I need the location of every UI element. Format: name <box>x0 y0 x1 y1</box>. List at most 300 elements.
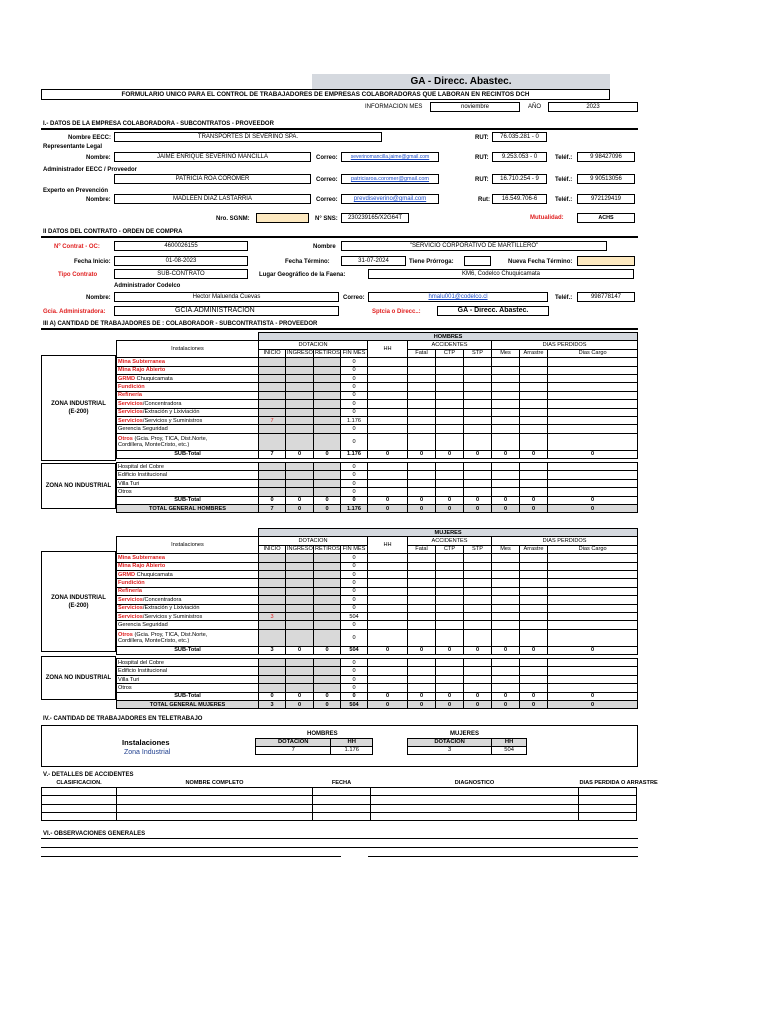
h-zi-fatal[interactable] <box>408 391 436 399</box>
h-zni-inicio[interactable] <box>259 479 286 487</box>
m-zni-ctp[interactable] <box>436 684 464 692</box>
m-otros-ctp[interactable] <box>436 629 464 646</box>
h-zni-retiros[interactable] <box>314 488 341 496</box>
nombre-eecc-field[interactable]: TRANSPORTES DI SEVERINO SPA. <box>114 132 382 142</box>
h-zi-retiros[interactable] <box>314 408 341 416</box>
h-zi-stp[interactable] <box>464 374 492 382</box>
h-zi-dias-cargo[interactable] <box>548 358 638 366</box>
acc-row4-c5[interactable] <box>579 813 637 821</box>
m-zni-arrastre[interactable] <box>520 667 548 675</box>
m-zi-ingreso[interactable] <box>286 612 314 620</box>
h-zni-inicio[interactable] <box>259 488 286 496</box>
m-zni-ingreso[interactable] <box>286 684 314 692</box>
h-zi-fatal[interactable] <box>408 366 436 374</box>
acc-row1-c5[interactable] <box>579 787 637 795</box>
m-zi-mes[interactable] <box>492 621 520 629</box>
m-otros-ingreso[interactable] <box>286 629 314 646</box>
h-zi-stp[interactable] <box>464 391 492 399</box>
h-zi-fatal[interactable] <box>408 358 436 366</box>
h-zi-dias-cargo[interactable] <box>548 391 638 399</box>
m-zi-dias-cargo[interactable] <box>548 587 638 595</box>
m-zi-dias-cargo[interactable] <box>548 612 638 620</box>
admin-rut-field[interactable]: 16.710.254 - 9 <box>492 174 547 184</box>
contrato-nombre-field[interactable]: "SERVICIO CORPORATIVO DE MARTILLERO" <box>341 241 607 251</box>
m-zi-inicio[interactable] <box>259 554 286 562</box>
m-zni-hh[interactable] <box>368 684 408 692</box>
h-zi-mes[interactable] <box>492 383 520 391</box>
h-zni-hh[interactable] <box>368 463 408 471</box>
h-zi-dias-cargo[interactable] <box>548 408 638 416</box>
m-zi-arrastre[interactable] <box>520 596 548 604</box>
h-zi-ctp[interactable] <box>436 416 464 424</box>
tele-h-dotacion[interactable]: 7 <box>256 747 331 755</box>
h-zni-mes[interactable] <box>492 488 520 496</box>
acc-row3-c1[interactable] <box>42 804 117 812</box>
h-zi-fatal[interactable] <box>408 400 436 408</box>
h-zi-dias-cargo[interactable] <box>548 374 638 382</box>
h-zi-hh[interactable] <box>368 400 408 408</box>
m-zi-retiros[interactable] <box>314 596 341 604</box>
m-zi-hh[interactable] <box>368 587 408 595</box>
h-zni-arrastre[interactable] <box>520 463 548 471</box>
h-otros-arrastre[interactable] <box>520 433 548 450</box>
info-anio-field[interactable]: 2023 <box>548 102 638 112</box>
m-zi-retiros[interactable] <box>314 587 341 595</box>
h-zni-stp[interactable] <box>464 463 492 471</box>
h-zi-mes[interactable] <box>492 416 520 424</box>
h-zi-ingreso[interactable] <box>286 408 314 416</box>
h-zi-inicio[interactable] <box>259 408 286 416</box>
h-zi-hh[interactable] <box>368 408 408 416</box>
m-zni-ctp[interactable] <box>436 659 464 667</box>
info-mes-field[interactable]: noviembre <box>430 102 520 112</box>
m-zi-stp[interactable] <box>464 587 492 595</box>
h-zi-ctp[interactable] <box>436 383 464 391</box>
m-zi-stp[interactable] <box>464 579 492 587</box>
m-zi-arrastre[interactable] <box>520 562 548 570</box>
nueva-fecha-field[interactable] <box>577 256 635 266</box>
m-zi-inicio[interactable] <box>259 604 286 612</box>
h-zi-inicio[interactable]: 7 <box>259 416 286 424</box>
h-zni-hh[interactable] <box>368 488 408 496</box>
m-zni-mes[interactable] <box>492 684 520 692</box>
h-zi-inicio[interactable] <box>259 425 286 433</box>
m-zni-ctp[interactable] <box>436 675 464 683</box>
h-zni-hh[interactable] <box>368 479 408 487</box>
acc-row2-c5[interactable] <box>579 796 637 804</box>
sptcia-field[interactable]: GA - Direcc. Abastec. <box>437 306 549 316</box>
m-zi-ctp[interactable] <box>436 604 464 612</box>
h-zi-arrastre[interactable] <box>520 408 548 416</box>
h-zi-ctp[interactable] <box>436 408 464 416</box>
h-zi-arrastre[interactable] <box>520 416 548 424</box>
admin-codelco-telef-field[interactable]: 998778147 <box>577 292 635 302</box>
m-zi-ingreso[interactable] <box>286 587 314 595</box>
acc-row4-c4[interactable] <box>371 813 579 821</box>
m-zni-inicio[interactable] <box>259 684 286 692</box>
h-zni-fatal[interactable] <box>408 463 436 471</box>
m-zi-dias-cargo[interactable] <box>548 604 638 612</box>
acc-row4-c2[interactable] <box>117 813 313 821</box>
h-otros-ingreso[interactable] <box>286 433 314 450</box>
h-zi-ctp[interactable] <box>436 366 464 374</box>
h-zni-dias-cargo[interactable] <box>548 479 638 487</box>
h-zni-hh[interactable] <box>368 471 408 479</box>
sns-field[interactable]: 230239165/X2G64T <box>341 213 409 223</box>
h-zi-hh[interactable] <box>368 358 408 366</box>
experto-nombre-field[interactable]: MADLEEN DIAZ LASTARRIA <box>114 194 311 204</box>
m-zi-inicio[interactable] <box>259 596 286 604</box>
h-zni-stp[interactable] <box>464 488 492 496</box>
h-zi-arrastre[interactable] <box>520 366 548 374</box>
tele-h-hh[interactable]: 1.176 <box>331 747 373 755</box>
h-zni-dias-cargo[interactable] <box>548 463 638 471</box>
m-zni-mes[interactable] <box>492 659 520 667</box>
h-zi-hh[interactable] <box>368 383 408 391</box>
h-zi-ingreso[interactable] <box>286 391 314 399</box>
h-zni-ctp[interactable] <box>436 479 464 487</box>
h-zi-stp[interactable] <box>464 358 492 366</box>
m-zi-fatal[interactable] <box>408 562 436 570</box>
tele-m-hh[interactable]: 504 <box>492 747 527 755</box>
rep-telef-field[interactable]: 9 98427096 <box>577 152 635 162</box>
fecha-inicio-field[interactable]: 01-08-2023 <box>114 256 248 266</box>
acc-row4-c1[interactable] <box>42 813 117 821</box>
h-zi-ingreso[interactable] <box>286 425 314 433</box>
m-zi-arrastre[interactable] <box>520 570 548 578</box>
h-zi-mes[interactable] <box>492 391 520 399</box>
acc-row3-c4[interactable] <box>371 804 579 812</box>
h-zni-retiros[interactable] <box>314 479 341 487</box>
m-otros-fatal[interactable] <box>408 629 436 646</box>
experto-correo-link[interactable]: prevdiseverino@gmail.com <box>353 196 427 202</box>
admin-correo-link[interactable]: patriciaroa.coromer@gmail.com <box>350 176 430 182</box>
m-zi-ctp[interactable] <box>436 579 464 587</box>
m-zni-fatal[interactable] <box>408 667 436 675</box>
m-zi-fatal[interactable] <box>408 570 436 578</box>
m-zni-fatal[interactable] <box>408 684 436 692</box>
m-zni-inicio[interactable] <box>259 659 286 667</box>
m-zi-ctp[interactable] <box>436 596 464 604</box>
m-zi-hh[interactable] <box>368 604 408 612</box>
h-zi-inicio[interactable] <box>259 374 286 382</box>
m-zni-stp[interactable] <box>464 675 492 683</box>
admin-correo-field[interactable] <box>341 174 439 184</box>
h-zi-stp[interactable] <box>464 366 492 374</box>
m-zi-retiros[interactable] <box>314 562 341 570</box>
h-zi-hh[interactable] <box>368 374 408 382</box>
h-zni-ingreso[interactable] <box>286 463 314 471</box>
m-zni-dias-cargo[interactable] <box>548 684 638 692</box>
m-otros-stp[interactable] <box>464 629 492 646</box>
m-otros-inicio[interactable] <box>259 629 286 646</box>
h-zni-ingreso[interactable] <box>286 471 314 479</box>
h-zi-hh[interactable] <box>368 425 408 433</box>
m-zi-dias-cargo[interactable] <box>548 554 638 562</box>
h-zi-hh[interactable] <box>368 391 408 399</box>
m-zi-mes[interactable] <box>492 612 520 620</box>
m-zi-arrastre[interactable] <box>520 604 548 612</box>
m-zi-stp[interactable] <box>464 554 492 562</box>
m-zi-ctp[interactable] <box>436 554 464 562</box>
m-zi-arrastre[interactable] <box>520 612 548 620</box>
rep-nombre-field[interactable]: JAIME ENRIQUE SEVERINO MANCILLA <box>114 152 311 162</box>
h-zi-arrastre[interactable] <box>520 391 548 399</box>
acc-row1-c4[interactable] <box>371 787 579 795</box>
m-zni-hh[interactable] <box>368 659 408 667</box>
m-zni-retiros[interactable] <box>314 684 341 692</box>
m-zi-stp[interactable] <box>464 604 492 612</box>
h-zi-fatal[interactable] <box>408 416 436 424</box>
m-zi-mes[interactable] <box>492 562 520 570</box>
admin-codelco-field[interactable]: Hector Maluenda Cuevas <box>114 292 339 302</box>
m-zi-dias-cargo[interactable] <box>548 596 638 604</box>
m-zi-inicio[interactable] <box>259 570 286 578</box>
m-zi-arrastre[interactable] <box>520 621 548 629</box>
m-zi-fatal[interactable] <box>408 554 436 562</box>
experto-correo-field[interactable] <box>341 194 439 204</box>
h-zi-arrastre[interactable] <box>520 425 548 433</box>
h-zi-mes[interactable] <box>492 400 520 408</box>
rep-correo-link[interactable]: severinomancilla.jaime@gmail.com <box>350 154 430 160</box>
h-zni-arrastre[interactable] <box>520 479 548 487</box>
m-zi-ingreso[interactable] <box>286 621 314 629</box>
m-zi-inicio[interactable] <box>259 562 286 570</box>
h-zni-retiros[interactable] <box>314 463 341 471</box>
h-otros-fatal[interactable] <box>408 433 436 450</box>
m-zni-dias-cargo[interactable] <box>548 667 638 675</box>
h-zi-fatal[interactable] <box>408 383 436 391</box>
h-zni-retiros[interactable] <box>314 471 341 479</box>
m-zni-ingreso[interactable] <box>286 659 314 667</box>
h-zi-inicio[interactable] <box>259 400 286 408</box>
h-zi-mes[interactable] <box>492 374 520 382</box>
lugar-field[interactable]: KM6, Codelco Chuquicamata <box>368 269 634 279</box>
h-zi-arrastre[interactable] <box>520 383 548 391</box>
acc-row3-c5[interactable] <box>579 804 637 812</box>
h-zi-ingreso[interactable] <box>286 374 314 382</box>
m-zi-mes[interactable] <box>492 587 520 595</box>
m-zi-retiros[interactable] <box>314 604 341 612</box>
obs-line-2[interactable] <box>41 847 638 848</box>
m-zi-inicio[interactable] <box>259 587 286 595</box>
h-zi-fatal[interactable] <box>408 425 436 433</box>
h-zi-inicio[interactable] <box>259 358 286 366</box>
acc-row1-c3[interactable] <box>313 787 371 795</box>
h-zni-ctp[interactable] <box>436 488 464 496</box>
h-zni-fatal[interactable] <box>408 488 436 496</box>
m-zi-hh[interactable] <box>368 570 408 578</box>
rep-rut-field[interactable]: 9.253.053 - 0 <box>492 152 547 162</box>
m-zni-arrastre[interactable] <box>520 659 548 667</box>
m-zi-ingreso[interactable] <box>286 596 314 604</box>
h-zi-retiros[interactable] <box>314 366 341 374</box>
m-zni-inicio[interactable] <box>259 675 286 683</box>
m-zni-fatal[interactable] <box>408 659 436 667</box>
h-otros-ctp[interactable] <box>436 433 464 450</box>
h-zi-retiros[interactable] <box>314 391 341 399</box>
m-zi-fatal[interactable] <box>408 596 436 604</box>
m-zi-retiros[interactable] <box>314 621 341 629</box>
h-zi-hh[interactable] <box>368 416 408 424</box>
m-zi-ctp[interactable] <box>436 621 464 629</box>
fecha-termino-field[interactable]: 31-07-2024 <box>341 256 406 266</box>
m-zi-hh[interactable] <box>368 621 408 629</box>
acc-row1-c2[interactable] <box>117 787 313 795</box>
h-zi-retiros[interactable] <box>314 383 341 391</box>
h-zi-ctp[interactable] <box>436 400 464 408</box>
h-zni-dias-cargo[interactable] <box>548 471 638 479</box>
m-zi-fatal[interactable] <box>408 587 436 595</box>
obs-line-3a[interactable] <box>41 856 341 857</box>
h-zi-arrastre[interactable] <box>520 400 548 408</box>
m-zni-arrastre[interactable] <box>520 684 548 692</box>
m-zni-fatal[interactable] <box>408 675 436 683</box>
m-zi-retiros[interactable] <box>314 579 341 587</box>
admin-telef-field[interactable]: 9 90513056 <box>577 174 635 184</box>
m-zi-dias-cargo[interactable] <box>548 621 638 629</box>
h-zni-arrastre[interactable] <box>520 471 548 479</box>
m-zi-hh[interactable] <box>368 562 408 570</box>
m-zni-dias-cargo[interactable] <box>548 675 638 683</box>
m-zi-ingreso[interactable] <box>286 562 314 570</box>
h-otros-retiros[interactable] <box>314 433 341 450</box>
m-zi-mes[interactable] <box>492 570 520 578</box>
h-zi-mes[interactable] <box>492 358 520 366</box>
h-zi-stp[interactable] <box>464 425 492 433</box>
m-zi-dias-cargo[interactable] <box>548 562 638 570</box>
m-zi-ingreso[interactable] <box>286 579 314 587</box>
m-zni-mes[interactable] <box>492 675 520 683</box>
prorroga-field[interactable] <box>464 256 491 266</box>
h-zi-ctp[interactable] <box>436 425 464 433</box>
h-zni-stp[interactable] <box>464 479 492 487</box>
m-zi-dias-cargo[interactable] <box>548 579 638 587</box>
m-zi-retiros[interactable] <box>314 570 341 578</box>
acc-row3-c2[interactable] <box>117 804 313 812</box>
m-zi-mes[interactable] <box>492 579 520 587</box>
m-zi-hh[interactable] <box>368 612 408 620</box>
h-zi-retiros[interactable] <box>314 358 341 366</box>
m-otros-arrastre[interactable] <box>520 629 548 646</box>
m-otros-dias-cargo[interactable] <box>548 629 638 646</box>
m-zi-hh[interactable] <box>368 579 408 587</box>
h-zi-ingreso[interactable] <box>286 416 314 424</box>
m-zi-ctp[interactable] <box>436 587 464 595</box>
h-otros-mes[interactable] <box>492 433 520 450</box>
m-zni-hh[interactable] <box>368 675 408 683</box>
h-otros-hh[interactable] <box>368 433 408 450</box>
mutualidad-field[interactable]: ACHS <box>577 213 635 223</box>
m-zi-arrastre[interactable] <box>520 554 548 562</box>
m-zni-hh[interactable] <box>368 667 408 675</box>
m-zi-dias-cargo[interactable] <box>548 570 638 578</box>
m-zni-ingreso[interactable] <box>286 675 314 683</box>
admin-codelco-correo-link[interactable]: hmalu001@codelco.cl <box>428 294 488 300</box>
acc-row3-c3[interactable] <box>313 804 371 812</box>
h-zni-inicio[interactable] <box>259 471 286 479</box>
h-zni-fatal[interactable] <box>408 471 436 479</box>
h-zi-ctp[interactable] <box>436 391 464 399</box>
h-zni-mes[interactable] <box>492 463 520 471</box>
m-zni-stp[interactable] <box>464 667 492 675</box>
m-zi-inicio[interactable] <box>259 621 286 629</box>
h-zi-dias-cargo[interactable] <box>548 400 638 408</box>
admin-codelco-correo-field[interactable] <box>368 292 548 302</box>
m-zi-arrastre[interactable] <box>520 579 548 587</box>
m-zi-fatal[interactable] <box>408 612 436 620</box>
experto-telef-field[interactable]: 972129419 <box>577 194 635 204</box>
h-zi-ingreso[interactable] <box>286 366 314 374</box>
m-zni-ctp[interactable] <box>436 667 464 675</box>
acc-row2-c2[interactable] <box>117 796 313 804</box>
h-zi-ctp[interactable] <box>436 374 464 382</box>
m-zi-mes[interactable] <box>492 604 520 612</box>
m-zi-hh[interactable] <box>368 596 408 604</box>
h-zi-dias-cargo[interactable] <box>548 366 638 374</box>
h-zi-mes[interactable] <box>492 408 520 416</box>
h-zni-dias-cargo[interactable] <box>548 488 638 496</box>
h-zni-mes[interactable] <box>492 479 520 487</box>
m-zi-hh[interactable] <box>368 554 408 562</box>
h-otros-stp[interactable] <box>464 433 492 450</box>
tele-m-dotacion[interactable]: 3 <box>408 747 492 755</box>
m-zi-retiros[interactable] <box>314 612 341 620</box>
m-zni-ingreso[interactable] <box>286 667 314 675</box>
h-zi-stp[interactable] <box>464 416 492 424</box>
h-zni-fatal[interactable] <box>408 479 436 487</box>
m-zi-retiros[interactable] <box>314 554 341 562</box>
m-otros-mes[interactable] <box>492 629 520 646</box>
m-otros-retiros[interactable] <box>314 629 341 646</box>
acc-row2-c3[interactable] <box>313 796 371 804</box>
h-zi-fatal[interactable] <box>408 408 436 416</box>
h-zi-inicio[interactable] <box>259 391 286 399</box>
h-zni-ctp[interactable] <box>436 471 464 479</box>
h-zi-ingreso[interactable] <box>286 383 314 391</box>
h-zni-inicio[interactable] <box>259 463 286 471</box>
m-zi-stp[interactable] <box>464 596 492 604</box>
obs-line-3b[interactable] <box>368 856 638 857</box>
m-zni-dias-cargo[interactable] <box>548 659 638 667</box>
h-zi-retiros[interactable] <box>314 400 341 408</box>
h-zi-stp[interactable] <box>464 383 492 391</box>
acc-row4-c3[interactable] <box>313 813 371 821</box>
m-zi-stp[interactable] <box>464 621 492 629</box>
m-zni-mes[interactable] <box>492 667 520 675</box>
m-zi-fatal[interactable] <box>408 604 436 612</box>
m-zni-stp[interactable] <box>464 659 492 667</box>
h-zni-arrastre[interactable] <box>520 488 548 496</box>
m-zi-fatal[interactable] <box>408 579 436 587</box>
h-zi-inicio[interactable] <box>259 366 286 374</box>
admin-nombre-field[interactable]: PATRICIA ROA COROMER <box>114 174 311 184</box>
m-zi-stp[interactable] <box>464 612 492 620</box>
h-zi-arrastre[interactable] <box>520 374 548 382</box>
h-zni-mes[interactable] <box>492 471 520 479</box>
h-zi-inicio[interactable] <box>259 383 286 391</box>
m-otros-hh[interactable] <box>368 629 408 646</box>
m-zi-ingreso[interactable] <box>286 570 314 578</box>
h-zi-stp[interactable] <box>464 400 492 408</box>
m-zi-ctp[interactable] <box>436 612 464 620</box>
rut-eecc-field[interactable]: 76.035.281 - 0 <box>492 132 547 142</box>
h-otros-dias-cargo[interactable] <box>548 433 638 450</box>
m-zi-mes[interactable] <box>492 596 520 604</box>
m-zi-arrastre[interactable] <box>520 587 548 595</box>
m-zni-stp[interactable] <box>464 684 492 692</box>
m-zi-fatal[interactable] <box>408 621 436 629</box>
